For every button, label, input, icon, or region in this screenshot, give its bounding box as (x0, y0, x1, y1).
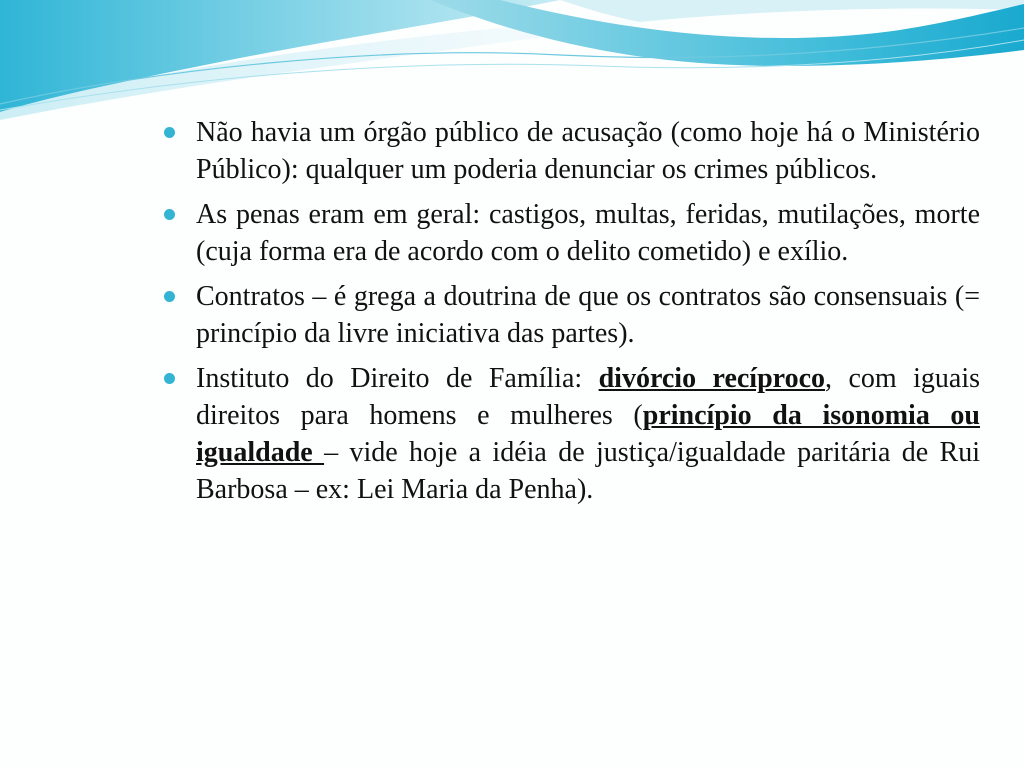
list-item (160, 114, 980, 188)
bullet-icon (164, 127, 175, 138)
bullet-text-part: , com iguais direitos para homens e mulheres ( (196, 363, 980, 431)
decorative-wave-header (0, 0, 1024, 130)
list-item (160, 196, 980, 270)
bullet-text-part: – vide hoje a idéia de justiça/igualdade paritária de Rui Barbosa – ex: Lei Maria da Penha). (196, 437, 980, 505)
bullet-text-part: Instituto do Direito de Família: (196, 363, 599, 394)
bullet-icon (164, 291, 175, 302)
bullet-text: Não havia um órgão público de acusação (como hoje há o Ministério Público): qualquer um poderia denunciar os crimes públicos. (196, 117, 980, 185)
bullet-icon (164, 373, 175, 384)
emphasis-divorcio: divórcio recíproco (598, 363, 826, 394)
bullet-icon (164, 209, 175, 220)
bullet-list (160, 114, 980, 508)
list-item (160, 278, 980, 352)
emphasis-isonomia: princípio da isonomia ou igualdade (196, 400, 981, 468)
list-item (160, 360, 980, 508)
bullet-text: As penas eram em geral: castigos, multas, feridas, mutilações, morte (cuja forma era de acordo com o delito cometido) e exílio. (196, 199, 980, 267)
slide-body (160, 114, 980, 516)
bullet-text: Contratos – é grega a doutrina de que os contratos são consensuais (= princípio da livre iniciativa das partes). (196, 281, 980, 349)
